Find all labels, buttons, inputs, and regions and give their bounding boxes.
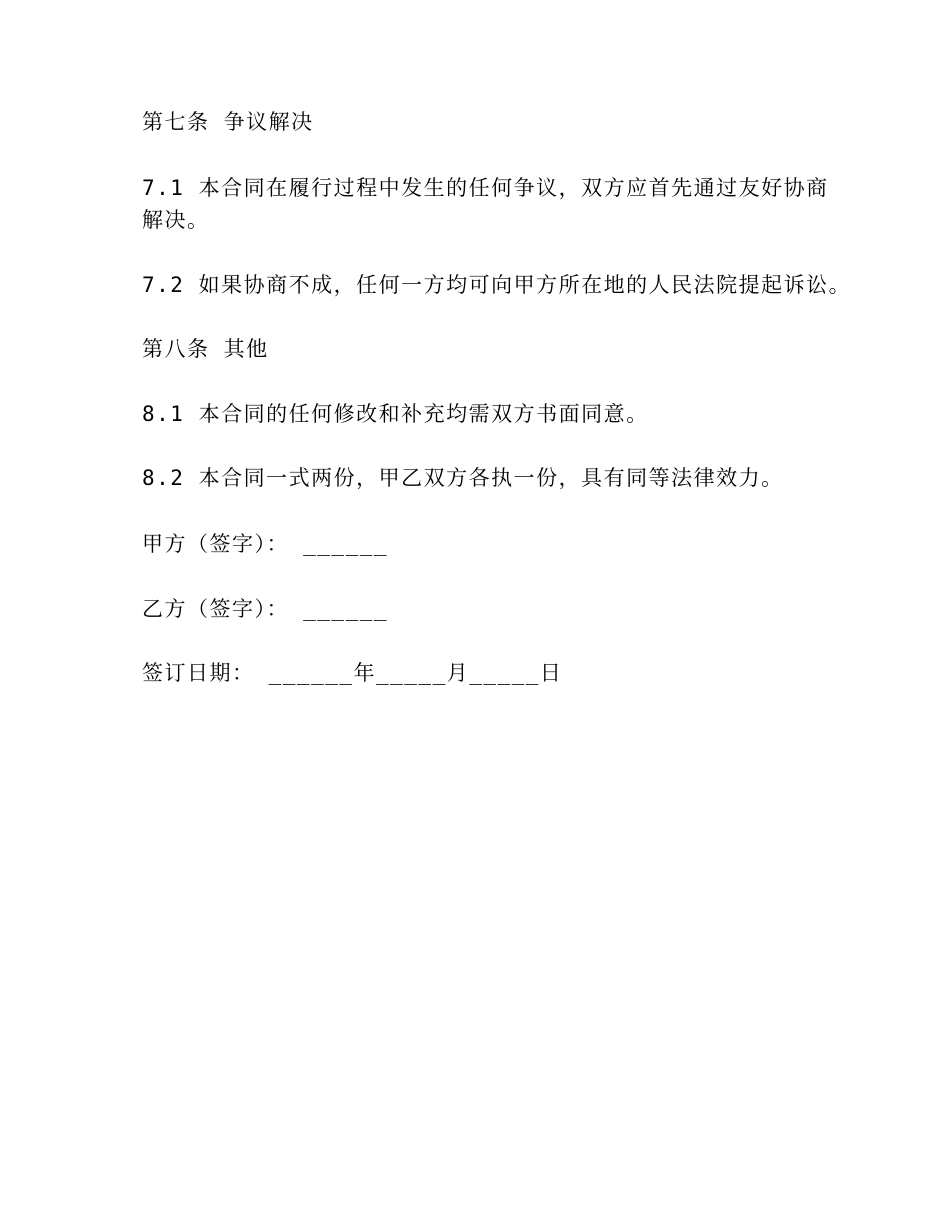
clause-7-1-line-2: 解决。 — [142, 208, 210, 232]
clause-8-2: 8.2 本合同一式两份，甲乙双方各执一份，具有同等法律效力。 — [142, 466, 784, 490]
clause-8-1: 8.1 本合同的任何修改和补充均需双方书面同意。 — [142, 402, 649, 426]
party-a-signature: 甲方（签字）： ______ — [142, 532, 389, 556]
signing-date: 签订日期： ______年_____月_____日 — [142, 661, 563, 685]
party-b-signature: 乙方（签字）： ______ — [142, 597, 389, 621]
section-8-heading: 第八条 其他 — [142, 337, 269, 361]
section-7-heading: 第七条 争议解决 — [142, 110, 314, 134]
clause-7-2: 7.2 如果协商不成，任何一方均可向甲方所在地的人民法院提起诉讼。 — [142, 273, 852, 297]
clause-7-1-line-1: 7.1 本合同在履行过程中发生的任何争议，双方应首先通过友好协商 — [142, 176, 829, 200]
